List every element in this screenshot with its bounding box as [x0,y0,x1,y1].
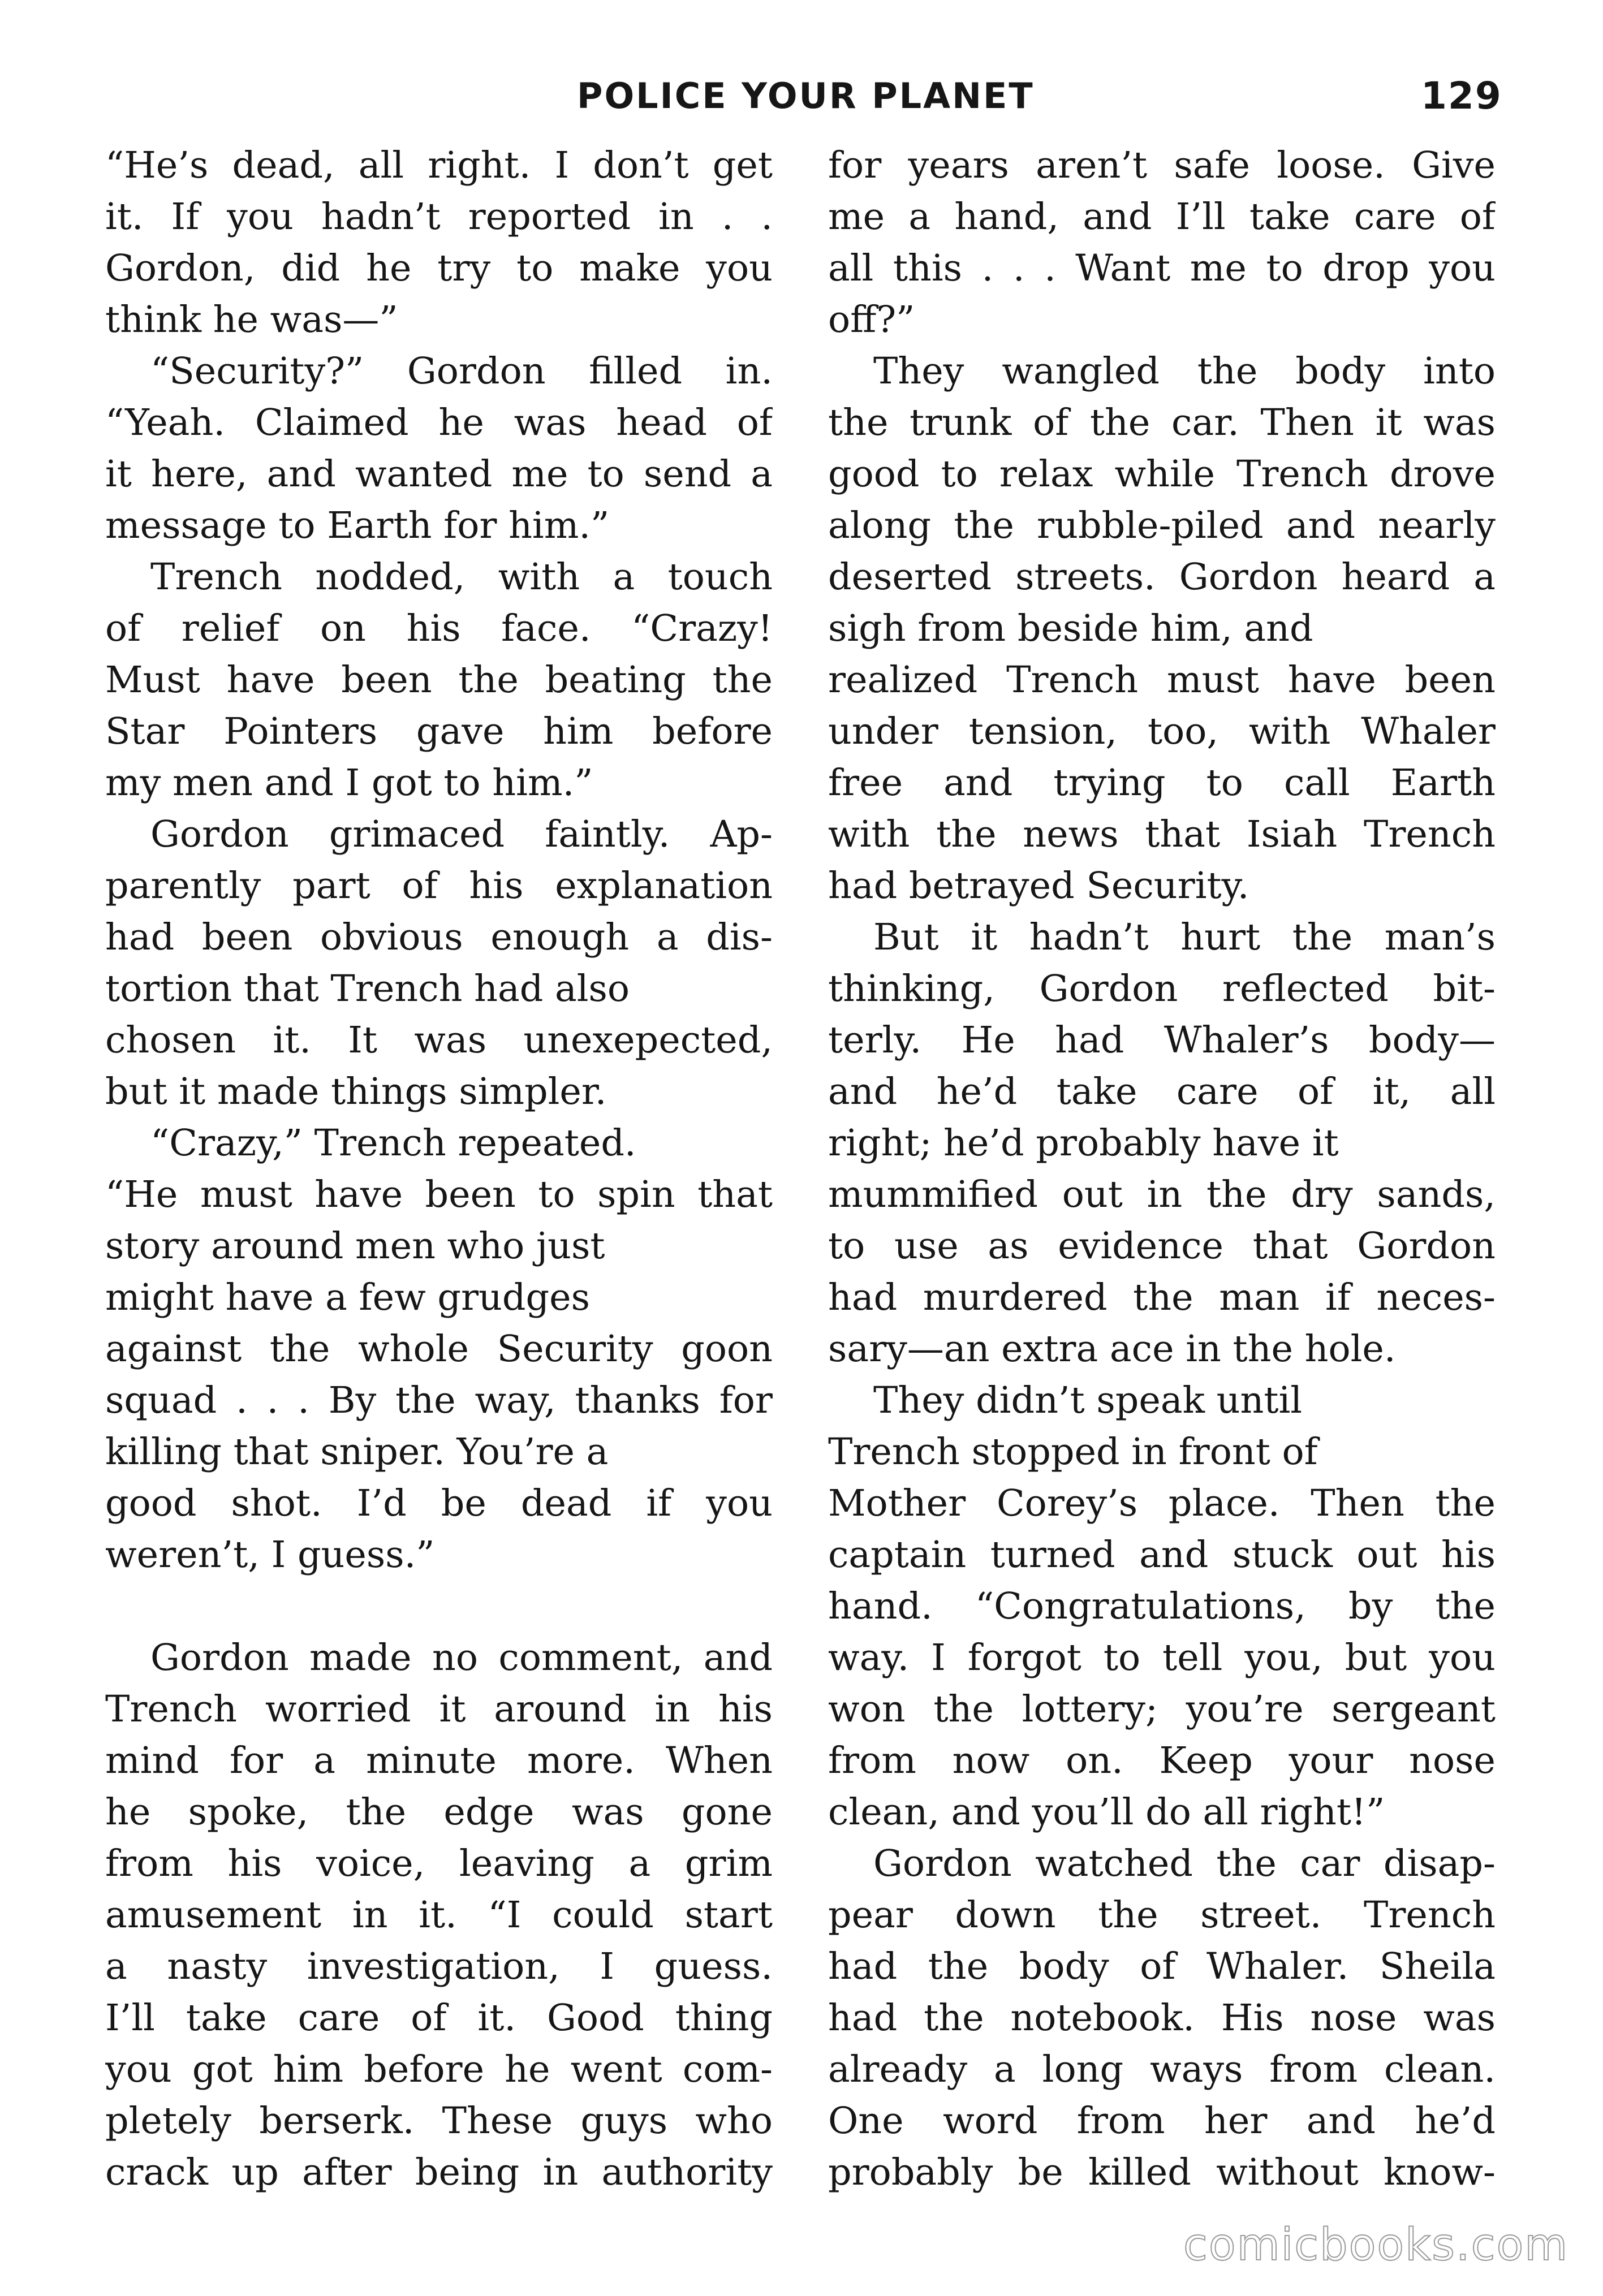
text-line: my men and I got to him.” [105,762,593,804]
text-line: a nasty investigation, I guess. [105,1945,773,1988]
text-line: of relief on his face. “Crazy! [105,607,773,650]
text-line: the trunk of the car. Then it was [828,402,1496,444]
text-line: squad . . . By the way, thanks for [105,1379,773,1422]
text-line: Trench nodded, with a touch [150,556,773,598]
text-line: me a hand, and I’ll take care of [828,196,1496,238]
text-line: against the whole Security goon [105,1328,773,1370]
text-line: thinking, Gordon reflected bit- [828,968,1496,1010]
text-line: right; he’d probably have it [828,1122,1339,1164]
text-line: clean, and you’ll do all right!” [828,1791,1385,1833]
text-line: Trench stopped in front of [828,1431,1318,1473]
text-line: One word from her and he’d [828,2100,1496,2142]
text-line: think he was—” [105,299,398,341]
text-line: probably be killed without know- [828,2151,1496,2194]
text-line: They wangled the body into [873,350,1496,392]
running-title: POLICE YOUR PLANET [577,75,1035,116]
text-line: Trench worried it around in his [105,1688,773,1730]
text-line: but it made things simpler. [105,1071,607,1113]
text-line: They didn’t speak until [873,1379,1303,1422]
text-line: he spoke, the edge was gone [105,1791,773,1833]
text-line: sary—an extra ace in the hole. [828,1328,1396,1370]
text-line: had the body of Whaler. Sheila [828,1945,1496,1988]
text-line: I’ll take care of it. Good thing [105,1997,773,2039]
text-line: deserted streets. Gordon heard a [828,556,1496,598]
text-line: from his voice, leaving a grim [105,1842,773,1885]
text-line: had the notebook. His nose was [828,1997,1496,2039]
text-line: it. If you hadn’t reported in . . [105,196,773,238]
text-line: won the lottery; you’re sergeant [828,1688,1496,1730]
text-line: “Yeah. Claimed he was head of [105,402,773,444]
text-line: captain turned and stuck out his [828,1534,1496,1576]
left-column [105,140,773,2198]
text-line: Gordon made no comment, and [150,1637,773,1679]
text-line: along the rubble-piled and nearly [828,504,1496,547]
text-line: pear down the street. Trench [828,1894,1496,1936]
text-line: all this . . . Want me to drop you [828,247,1496,290]
right-column [828,140,1496,2198]
text-line: “He’s dead, all right. I don’t get [105,144,773,187]
watermark: comicbooks.com [1183,2220,1569,2271]
text-line: free and trying to call Earth [828,762,1496,804]
text-line: message to Earth for him.” [105,504,610,547]
text-line: to use as evidence that Gordon [828,1225,1496,1267]
text-line: had been obvious enough a dis- [105,916,773,959]
text-line: parently part of his explanation [105,865,773,907]
text-line: had murdered the man if neces- [828,1276,1496,1319]
text-line: had betrayed Security. [828,865,1249,907]
text-line: “Security?” Gordon filled in. [150,350,773,392]
text-line: Star Pointers gave him before [105,710,773,753]
page-number: 129 [1421,74,1502,118]
running-head [0,63,1603,126]
text-line: mummified out in the dry sands, [828,1173,1496,1216]
text-line: good shot. I’d be dead if you [105,1482,773,1525]
text-line: and he’d take care of it, all [828,1071,1496,1113]
text-line: under tension, too, with Whaler [828,710,1496,753]
text-line: off?” [828,299,915,341]
text-line: it here, and wanted me to send a [105,453,773,495]
text-line: Gordon grimaced faintly. Ap- [150,813,773,856]
text-line: Must have been the beating the [105,659,773,701]
text-line: But it hadn’t hurt the man’s [873,916,1496,959]
text-line: good to relax while Trench drove [828,453,1496,495]
text-line: killing that sniper. You’re a [105,1431,609,1473]
text-line: crack up after being in authority [105,2151,773,2194]
text-line: hand. “Congratulations, by the [828,1585,1496,1628]
text-line: “Crazy,” Trench repeated. [150,1122,636,1164]
text-line: mind for a minute more. When [105,1740,773,1782]
text-line: might have a few grudges [105,1276,590,1319]
text-line: “He must have been to spin that [105,1173,773,1216]
text-line: chosen it. It was unexepected, [105,1019,773,1061]
text-line: terly. He had Whaler’s body— [828,1019,1496,1061]
text-line: weren’t, I guess.” [105,1534,435,1576]
text-line: already a long ways from clean. [828,2048,1496,2091]
text-line: Mother Corey’s place. Then the [828,1482,1496,1525]
text-line: way. I forgot to tell you, but you [828,1637,1496,1679]
text-line: pletely berserk. These guys who [105,2100,773,2142]
text-line: from now on. Keep your nose [828,1740,1496,1782]
text-line: tortion that Trench had also [105,968,630,1010]
text-line: you got him before he went com- [105,2048,773,2091]
text-line: with the news that Isiah Trench [828,813,1496,856]
text-line: realized Trench must have been [828,659,1496,701]
text-line: Gordon, did he try to make you [105,247,773,290]
text-line: amusement in it. “I could start [105,1894,773,1936]
text-line: sigh from beside him, and [828,607,1313,650]
text-line: for years aren’t safe loose. Give [828,144,1496,187]
text-line: Gordon watched the car disap- [873,1842,1496,1885]
section-break [105,1581,773,1632]
text-line: story around men who just [105,1225,605,1267]
